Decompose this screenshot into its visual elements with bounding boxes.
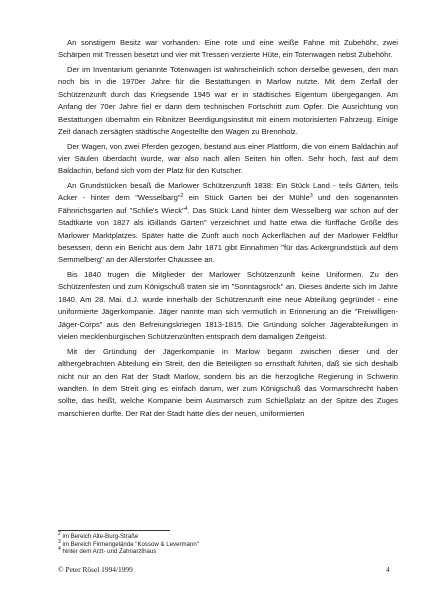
paragraph-6: Mit der Gründung der Jägerkompanie in Marlow begann zwischen dieser und der althergebrachten Abteilung ein Streit, den die Beteiligten so ernsthaft führten, daß sie sich deshalb nicht nur an den Rat der Stadt Marlow, sondern bis an die herzogliche Regierung in Schwerin wandten. In dem Streit ging es einfach darum, wer zum Königschuß das Vormarschrecht haben sollte, das heißt, welche Kompanie beim Ausmarsch zum Schießplatz an der Spitze des Zuges marschieren durfte. Der Rat der Stadt hatte dies der neuen, uniformierten — [58, 346, 398, 418]
footnote-divider — [58, 530, 170, 531]
paragraph-3: Der Wagen, von zwei Pferden gezogen, bestand aus einer Plattform, die von einem Baldachin auf vier Säulen überdacht wurde, war also nach allen Seiten hin offen. Sehr hoch, fast auf dem Baldachin, befand sich vorn der Platz für den Kutscher. — [58, 141, 398, 176]
footnote-number: 4 — [58, 546, 61, 553]
page-number: 4 — [386, 565, 390, 574]
paragraph-4-text-c: und den sogenannten Fähnrichsgarten auf "Schlie's Wieck" — [58, 193, 398, 215]
paragraph-1: An sonstigem Besitz war vorhanden: Eine rote und eine weiße Fahne mit Zubehöhr, zwei Schärpen mit Tressen besetzt und vier mit Tressen verzierte Hüte, ein Totenwagen nebst Zubehöhr. — [58, 38, 398, 60]
copyright-notice: © Peter Rösel 1994/1999 — [58, 565, 133, 574]
footnotes — [58, 533, 358, 556]
footnote-number: 2 — [58, 531, 61, 537]
paragraph-4-text-a: An Grundstücken besaß die Marlower Schützenzunft 1838: Ein Stück Land - teils Gärten, teils Acker - hinter dem "Wesselbarg" — [58, 181, 398, 203]
footnote-ref-4: 4 — [184, 205, 188, 212]
footnote-ref-3: 3 — [309, 193, 313, 200]
footnote-text: im Bereich Alte-Burg-Straße — [60, 533, 139, 540]
footnote-number: 3 — [58, 538, 61, 545]
footnote-ref-2: 2 — [180, 193, 184, 200]
footnote-text: im Bereich Firmengelände "Kossow & Levermann" — [60, 540, 199, 548]
paragraph-4 — [58, 180, 398, 267]
body-text — [58, 37, 398, 422]
paragraph-4-text-b: ein Stück Garten bei der Mühle — [183, 193, 310, 203]
footnote-4 — [58, 548, 358, 556]
footnote-2 — [58, 533, 358, 541]
footnote-text: hinter dem Arzt- und Zahnarzthaus — [60, 548, 157, 556]
paragraph-4-text-d: . Das Stück Land hinter dem Wesselberg war schon auf der Stadtkarte von 1827 als iGillands Gärten" verzeichnet und hatte etwa die fünffache Größe des Marlower Marktplatzes. Später hatte die Zunft auch noch Ackerflächen auf der Marlower Feldflur besessen, denn ein Bericht aus dem Jahr 1871 gibt Einnahmen "für das Ackergrundstück auf dem Semmelberg" an der Allerstorfer Chaussee an. — [58, 205, 398, 265]
paragraph-2: Der im Inventarium genannte Totenwagen ist wahrscheinlich schon derselbe gewesen, den man noch bis in die 1970er Jahre für die Bestattungen in Marlow nutzte. Mit dem Zerfall der Schützenzunft durch das Kriegsende 1945 war er in städtisches Eigentum übergegangen. Am Anfang der 70er Jahre fiel er dann dem technischen Fortschritt zum Opfer. Die Ausrichtung von Bestattungen übernahm ein Ribnitzer Beerdigungsinstitut mit einem motorisierten Fahrzeug. Einige Zeit danach zersägten städtische Angestellte den Wagen zu Brennholz. — [58, 65, 398, 137]
paragraph-5: Bis 1840 trugen die Mitglieder der Marlower Schützenzunft keine Uniformen. Zu den Schützenfesten und zum Königschuß traten sie im "Sonntagsrock" an. Dieses änderte sich im Jahre 1840. Am 28. Mai. d.J. wurde innerhalb der Schützenzunft eine neue Abteilung gegründet - eine uniformierte Jägerkompanie. Jäger nannte man sich vermutlich in Erinnerung an die "Freiwilligen-Jäger-Corps" aus den Befreiungskriegen 1813-1815. Die Gründung solcher Jägerabteilungen in vielen mecklenburgischen Schützenzünften entsprach dem damaligen Zeitgeist. — [58, 270, 398, 342]
